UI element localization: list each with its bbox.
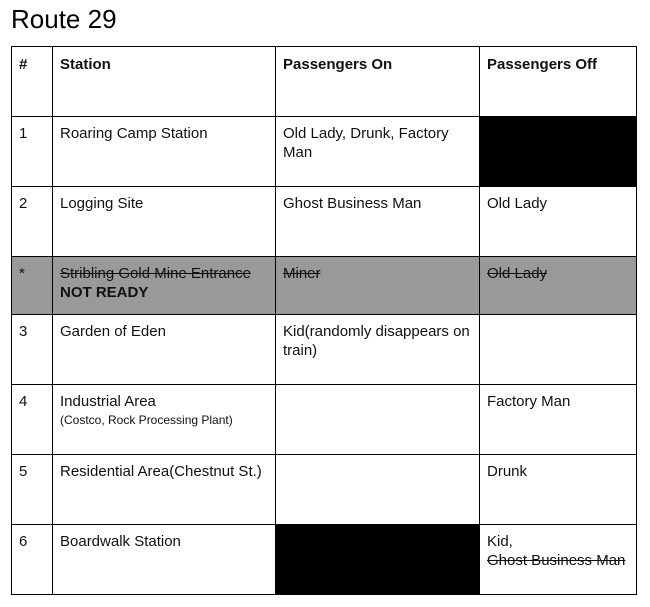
cell-num: * — [12, 257, 53, 315]
cell-station: Residential Area(Chestnut St.) — [53, 455, 276, 525]
page-title: Route 29 — [11, 4, 117, 34]
cell-passengers-on — [276, 455, 480, 525]
passenger-struck: Ghost Business Man — [487, 552, 626, 569]
header-passengers-off: Passengers Off — [480, 47, 637, 117]
table-row-disabled — [12, 257, 637, 315]
table-row — [12, 187, 637, 257]
cell-passengers-off: Factory Man — [480, 385, 637, 455]
cell-station: Boardwalk Station — [53, 525, 276, 595]
table-row — [12, 455, 637, 525]
header-station: Station — [53, 47, 276, 117]
cell-station: Garden of Eden — [53, 315, 276, 385]
cell-num: 5 — [12, 455, 53, 525]
cell-passengers-on-blacked-out — [276, 525, 480, 595]
cell-passengers-off — [480, 315, 637, 385]
passenger: Kid, — [487, 533, 513, 550]
cell-num: 4 — [12, 385, 53, 455]
station-note: (Costco, Rock Processing Plant) — [60, 413, 233, 427]
route-table — [11, 46, 637, 595]
table-row — [12, 117, 637, 187]
cell-station — [53, 385, 276, 455]
cell-station: Logging Site — [53, 187, 276, 257]
cell-passengers-off: Old Lady — [480, 187, 637, 257]
cell-num: 1 — [12, 117, 53, 187]
header-passengers-on: Passengers On — [276, 47, 480, 117]
header-num: # — [12, 47, 53, 117]
cell-station: Roaring Camp Station — [53, 117, 276, 187]
cell-passengers-on — [276, 385, 480, 455]
station-name: Industrial Area — [60, 393, 156, 410]
cell-passengers-off: Drunk — [480, 455, 637, 525]
passenger-struck: Old Lady — [487, 265, 548, 282]
cell-passengers-off-blacked-out — [480, 117, 637, 187]
cell-passengers-on — [276, 257, 480, 315]
cell-station — [53, 257, 276, 315]
cell-passengers-off — [480, 525, 637, 595]
table-row — [12, 385, 637, 455]
cell-num: 6 — [12, 525, 53, 595]
cell-num: 3 — [12, 315, 53, 385]
status-note: NOT READY — [60, 284, 149, 301]
cell-passengers-on: Ghost Business Man — [276, 187, 480, 257]
table-header-row — [12, 47, 637, 117]
table-row — [12, 525, 637, 595]
cell-passengers-on: Kid(randomly disappears on train) — [276, 315, 480, 385]
cell-passengers-on: Old Lady, Drunk, Factory Man — [276, 117, 480, 187]
cell-passengers-off — [480, 257, 637, 315]
passenger-struck: Miner — [283, 265, 321, 282]
station-name-struck: Stribling Gold Mine Entrance — [60, 265, 251, 282]
cell-num: 2 — [12, 187, 53, 257]
table-row — [12, 315, 637, 385]
